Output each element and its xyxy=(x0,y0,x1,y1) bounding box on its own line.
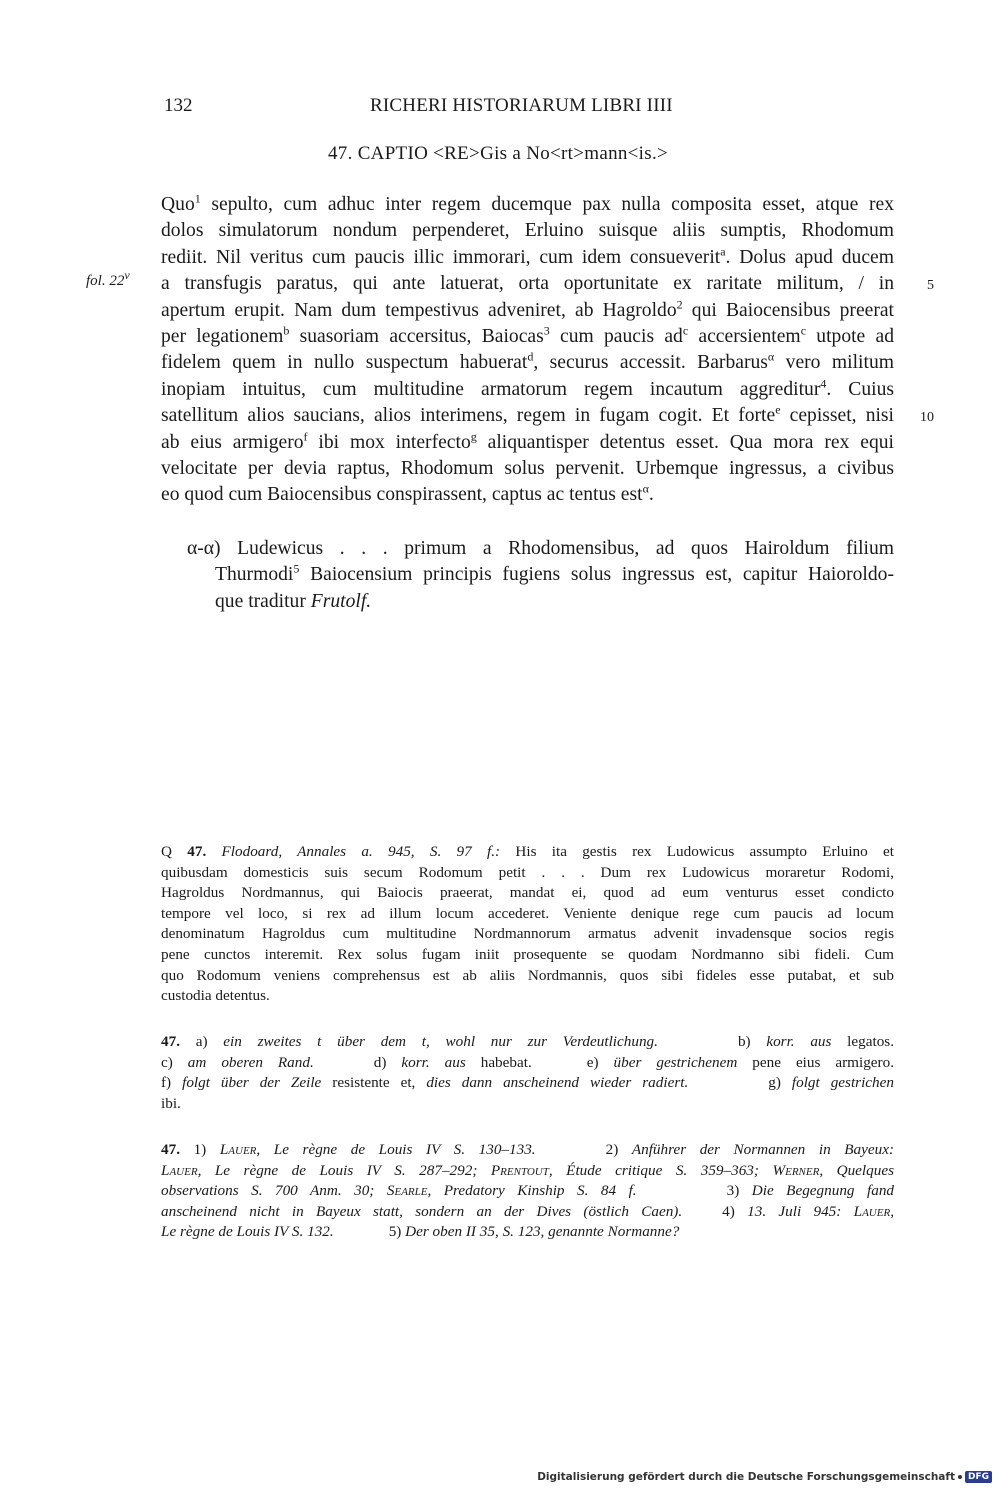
dfg-credit xyxy=(537,1471,992,1483)
source-line: Hagroldus Nordmannus, qui Baiocis praeerat, mandat ei, quod ad eum venturus esset condicto xyxy=(161,884,894,902)
text-line: rediit. Nil veritus cum paucis illic immorari, cum idem consueverit$^a$. Dolus apud ducem xyxy=(161,244,894,268)
text-line: apertum erupit. Nam dum tempestivus adveniret, ab Hagroldo$^2$ qui Baiocensibus preerat xyxy=(161,297,894,321)
source-line: tempore vel loco, si rex ad illum locum accederet. Veniente denique rege cum paucis ad locum xyxy=(161,904,894,922)
credit-text: Digitalisierung gefördert durch die Deutsche Forschungsgemeinschaft xyxy=(537,1471,955,1483)
text-line: fidelem quem in nullo suspectum habuerat$^d$, securus accessit. Barbarus$^\alpha$ vero militum xyxy=(161,349,894,374)
variant-line-1: α-α) Ludewicus . . . primum a Rhodomensibus, ad quos Hairoldum filium xyxy=(187,538,894,559)
notes-line-3: observations S. 700 Anm. 30; Searle, Predatory Kinship S. 84 f. 3) Die Begegnung fand xyxy=(161,1182,895,1200)
folio-marker xyxy=(86,268,130,290)
variant-line-2: Thurmodi$^5$ Baiocensium principis fugiens solus ingressus est, capitur Haioroldo- xyxy=(215,561,894,586)
notes-line-5: Le règne de Louis IV S. 132. 5) Der oben II 35, S. 123, genannte Normanne? xyxy=(161,1223,680,1241)
line-number-5: 5 xyxy=(927,278,934,293)
critical-apparatus xyxy=(161,1032,894,1114)
text-line: Quo$^1$ sepulto, cum adhuc inter regem ducemque pax nulla composita esset, atque rex xyxy=(161,191,894,215)
folio-label: fol. 22 xyxy=(86,273,125,289)
folio-sup: v xyxy=(124,268,130,282)
source-line: custodia detentus. xyxy=(161,987,270,1005)
crit-line-2: c) am oberen Rand. d) korr. aus habebat. e) über gestrichenem pene eius armigero. xyxy=(161,1053,894,1071)
text-line: eo quod cum Baiocensibus conspirassent, captus ac tentus est$^\alpha$. xyxy=(161,481,654,506)
main-text xyxy=(161,192,894,509)
source-line: quibusdam domesticis suis secum Rodomum petit . . . Dum rex Ludowicus moraretur Rodomi, xyxy=(161,863,894,881)
notes xyxy=(161,1140,894,1243)
separator-dot xyxy=(958,1475,962,1479)
crit-line-4: ibi. xyxy=(161,1094,181,1112)
line-number-10: 10 xyxy=(920,410,934,425)
source-line: denominatum Hagroldus cum multitudine Nordmannorum armatus advenit invadensque socios regis xyxy=(161,925,894,943)
variant-line-3: que traditur Frutolf. xyxy=(215,590,372,612)
source-line: quo Rodomum veniens comprehensus est ab aliis Nordmannis, quos sibi fideles esse putabat, et sub xyxy=(161,966,894,984)
source-note xyxy=(161,842,894,1007)
text-line: dolos simulatorum nondum perpenderet, Erluino suisque aliis sumptis, Rhodomum xyxy=(161,220,894,242)
text-line: inopiam intuitus, cum multitudine armatorum regem incautum aggreditur$^4$. Cuius xyxy=(161,376,894,400)
source-line: pene cunctos interemit. Rex solus fugam iniit prosequente se quodam Nordmanno sibi fideli. Cum xyxy=(161,945,894,963)
variant-note xyxy=(187,536,894,615)
source-line: Q 47. Flodoard, Annales a. 945, S. 97 f.: His ita gestis rex Ludowicus assumpto Erluino et xyxy=(161,843,894,860)
crit-line-1: 47. a) ein zweites t über dem t, wohl nur zur Verdeutlichung. b) korr. aus legatos. xyxy=(161,1033,894,1050)
crit-line-3: f) folgt über der Zeile resistente et, dies dann anscheinend wieder radiert. g) folgt gestrichen xyxy=(161,1074,894,1092)
running-head: RICHERI HISTORIARUM LIBRI IIII xyxy=(370,95,673,116)
text-line: a transfugis paratus, qui ante latuerat, orta oportunitate ex raritate militum, / in xyxy=(161,273,894,295)
chapter-title: 47. CAPTIO <RE>Gis a No<rt>mann<is.> xyxy=(328,143,669,164)
text-line: satellitum alios saucians, alios interimens, regem in fugam cogit. Et forte$^e$ cepisset, nisi xyxy=(161,402,895,427)
notes-line-2: Lauer, Le règne de Louis IV S. 287–292; Prentout, Étude critique S. 359–363; Werner, Quelques xyxy=(161,1161,894,1179)
page-number: 132 xyxy=(164,95,193,116)
notes-line-1: 47. 1) Lauer, Le règne de Louis IV S. 130–133. 2) Anführer der Normannen in Bayeux: xyxy=(161,1141,895,1158)
text-line: ab eius armigero$^f$ ibi mox interfecto$^g$ aliquantisper detentus esset. Qua mora rex equi xyxy=(161,428,895,453)
dfg-logo: DFG xyxy=(965,1471,992,1483)
text-line: per legationem$^b$ suasoriam accersitus, Baiocas$^3$ cum paucis $ad^c$ accersientem$^c$ utpote ad xyxy=(161,323,895,347)
notes-line-4: anscheinend nicht in Bayeux statt, sondern an der Dives (östlich Caen). 4) 13. Juli 945: Lauer, xyxy=(161,1202,894,1220)
text-line: velocitate per devia raptus, Rhodomum solus pervenit. Urbemque ingressus, a civibus xyxy=(161,457,894,479)
